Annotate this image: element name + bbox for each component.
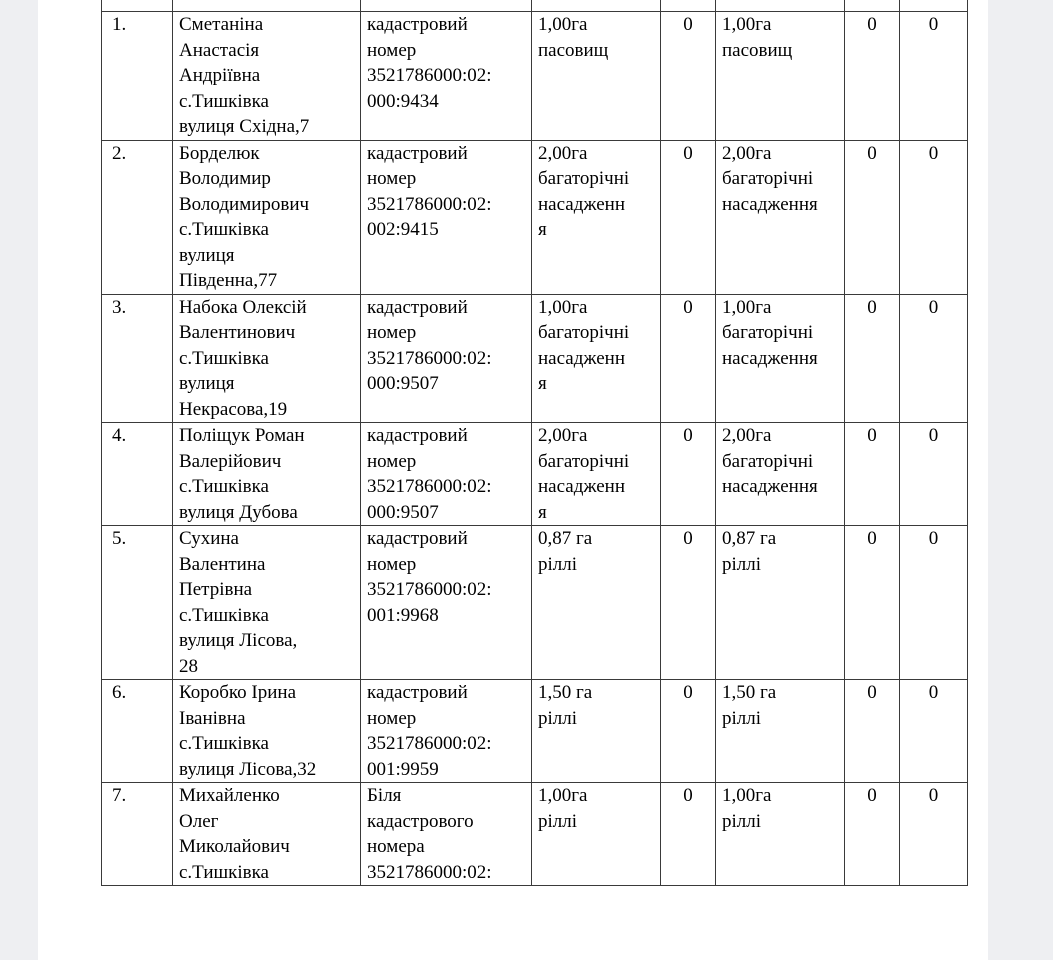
value-cell-7: 0 bbox=[845, 783, 900, 886]
area-after-cell-line: багаторічні bbox=[722, 322, 814, 343]
value-cell-7: 0 bbox=[845, 680, 900, 783]
owner-cell-line: с.Тишківка bbox=[179, 219, 269, 240]
cadastral-cell-line: кадастровий bbox=[367, 296, 468, 318]
owner-cell-line: Некрасова,19 bbox=[179, 398, 288, 420]
area-after-cell-line: насадження bbox=[722, 193, 818, 215]
cadastral-cell-line: 001:9968 bbox=[367, 604, 439, 626]
value-cell-5: 0 bbox=[661, 783, 716, 886]
cadastral-cell-line: 3521786000:02: bbox=[367, 733, 492, 754]
value-cell-8: 0 bbox=[900, 423, 968, 526]
cadastral-cell-line: номер bbox=[367, 322, 417, 343]
table-row bbox=[102, 294, 968, 423]
owner-cell bbox=[173, 423, 361, 526]
owner-cell-line: с.Тишківка bbox=[179, 90, 269, 112]
cadastral-cell bbox=[361, 680, 532, 783]
area-after-cell-line: ріллі bbox=[722, 553, 762, 575]
area-after-cell bbox=[716, 140, 845, 294]
area-before-cell bbox=[532, 423, 661, 526]
owner-cell bbox=[173, 294, 361, 423]
area-after-cell bbox=[716, 526, 845, 680]
area-before-cell-line: 2,00га bbox=[538, 425, 588, 446]
table-row bbox=[102, 12, 968, 141]
table-body bbox=[102, 0, 968, 886]
cadastral-cell-line: 3521786000:02: bbox=[367, 476, 492, 497]
row-number: 5. bbox=[102, 526, 173, 680]
area-after-cell-line: 1,00га bbox=[722, 14, 772, 35]
cadastral-cell-line: кадастровий bbox=[367, 142, 468, 164]
area-after-cell-line: насадження bbox=[722, 347, 818, 369]
owner-cell-line: Сметаніна bbox=[179, 14, 264, 35]
owner-cell-line: с.Тишківка bbox=[179, 861, 269, 883]
owner-cell-line: Борделюк bbox=[179, 142, 260, 164]
area-before-cell-line: я bbox=[538, 501, 547, 523]
value-cell-5: 0 bbox=[661, 140, 716, 294]
area-after-cell bbox=[716, 294, 845, 423]
cadastral-cell-line: кадастрового bbox=[367, 810, 474, 832]
owner-cell-line: с.Тишківка bbox=[179, 604, 269, 626]
area-after-cell-line: пасовищ bbox=[722, 39, 793, 61]
row-number: 2. bbox=[102, 140, 173, 294]
cadastral-cell-line: кадастровий bbox=[367, 425, 468, 446]
area-after-cell bbox=[716, 12, 845, 141]
owner-cell-line: Миколайович bbox=[179, 836, 290, 857]
cadastral-cell bbox=[361, 12, 532, 141]
value-cell-5: 0 bbox=[661, 12, 716, 141]
value-cell-5: 0 bbox=[661, 294, 716, 423]
area-after-cell bbox=[716, 423, 845, 526]
cadastral-cell-line: 000:9507 bbox=[367, 501, 439, 523]
cadastral-cell-line: 3521786000:02: bbox=[367, 65, 492, 86]
cadastral-cell-line: Біля bbox=[367, 785, 402, 806]
row-number: 4. bbox=[102, 423, 173, 526]
area-before-cell bbox=[532, 140, 661, 294]
cadastral-cell-line: кадастровий bbox=[367, 14, 468, 35]
value-cell-8: 0 bbox=[900, 526, 968, 680]
area-before-cell-line: насадженн bbox=[538, 347, 626, 369]
table-row bbox=[102, 783, 968, 886]
owner-cell bbox=[173, 140, 361, 294]
land-plots-table bbox=[101, 0, 968, 886]
owner-cell bbox=[173, 12, 361, 141]
cadastral-cell-line: 3521786000:02: bbox=[367, 193, 492, 215]
cadastral-cell bbox=[361, 294, 532, 423]
owner-cell bbox=[173, 680, 361, 783]
cadastral-cell-line: 002:9415 bbox=[367, 219, 439, 240]
area-before-cell-line: 2,00га bbox=[538, 142, 588, 164]
cadastral-cell-line: 000:9507 bbox=[367, 373, 439, 394]
cadastral-cell-line: номер bbox=[367, 450, 417, 472]
area-before-cell-line: 0,87 га bbox=[538, 528, 593, 549]
row-number: 3. bbox=[102, 294, 173, 423]
row-number: 6. bbox=[102, 680, 173, 783]
value-cell-5: 0 bbox=[661, 526, 716, 680]
value-cell-5: 0 bbox=[661, 680, 716, 783]
cadastral-cell-line: 3521786000:02: bbox=[367, 579, 492, 600]
area-before-cell-line: багаторічні bbox=[538, 168, 630, 189]
cadastral-cell bbox=[361, 783, 532, 886]
area-after-cell-line: 1,00га bbox=[722, 785, 772, 806]
area-before-cell-line: насадженн bbox=[538, 193, 626, 215]
area-before-cell-line: я bbox=[538, 219, 547, 240]
owner-cell-line: Сухина bbox=[179, 528, 239, 549]
cadastral-cell-line: номер bbox=[367, 707, 417, 729]
cadastral-cell-line: номер bbox=[367, 553, 417, 575]
cadastral-cell-line: 001:9959 bbox=[367, 758, 439, 780]
cadastral-cell-line: 3521786000:02: bbox=[367, 347, 492, 369]
area-before-cell-line: 1,00га bbox=[538, 296, 588, 318]
area-before-cell-line: 1,00га bbox=[538, 14, 588, 35]
owner-cell-line: Коробко Ірина bbox=[179, 682, 297, 703]
owner-cell-line: Набока Олексій bbox=[179, 296, 307, 318]
header-row-strip bbox=[102, 0, 968, 12]
owner-cell-line: вулиця Дубова bbox=[179, 501, 298, 523]
cadastral-cell-line: 3521786000:02: bbox=[367, 861, 492, 883]
cadastral-cell-line: номер bbox=[367, 168, 417, 189]
owner-cell bbox=[173, 526, 361, 680]
cadastral-cell bbox=[361, 526, 532, 680]
table-row bbox=[102, 423, 968, 526]
owner-cell-line: вулиця Східна,7 bbox=[179, 116, 310, 137]
area-before-cell-line: я bbox=[538, 373, 547, 394]
area-after-cell-line: насадження bbox=[722, 476, 818, 497]
value-cell-7: 0 bbox=[845, 12, 900, 141]
area-before-cell-line: насадженн bbox=[538, 476, 626, 497]
row-number: 1. bbox=[102, 12, 173, 141]
area-after-cell-line: 1,00га bbox=[722, 296, 772, 318]
area-after-cell-line: ріллі bbox=[722, 810, 762, 832]
value-cell-5: 0 bbox=[661, 423, 716, 526]
area-before-cell-line: ріллі bbox=[538, 707, 578, 729]
value-cell-8: 0 bbox=[900, 12, 968, 141]
owner-cell-line: Валентинович bbox=[179, 322, 296, 343]
area-before-cell bbox=[532, 526, 661, 680]
cadastral-cell bbox=[361, 423, 532, 526]
owner-cell-line: Валерійович bbox=[179, 450, 282, 472]
owner-cell-line: Володимирович bbox=[179, 193, 310, 215]
owner-cell-line: Михайленко bbox=[179, 785, 280, 806]
owner-cell-line: Олег bbox=[179, 810, 219, 832]
owner-cell bbox=[173, 783, 361, 886]
owner-cell-line: Валентина bbox=[179, 553, 266, 575]
area-before-cell-line: пасовищ bbox=[538, 39, 609, 61]
value-cell-8: 0 bbox=[900, 680, 968, 783]
area-before-cell-line: 1,00га bbox=[538, 785, 588, 806]
value-cell-7: 0 bbox=[845, 294, 900, 423]
value-cell-8: 0 bbox=[900, 140, 968, 294]
area-after-cell-line: багаторічні bbox=[722, 168, 814, 189]
owner-cell-line: с.Тишківка bbox=[179, 733, 269, 754]
area-after-cell-line: багаторічні bbox=[722, 450, 814, 472]
area-before-cell-line: ріллі bbox=[538, 553, 578, 575]
area-before-cell bbox=[532, 680, 661, 783]
area-after-cell-line: 2,00га bbox=[722, 142, 772, 164]
row-number: 7. bbox=[102, 783, 173, 886]
owner-cell-line: Іванівна bbox=[179, 707, 246, 729]
owner-cell-line: вулиця Лісова, bbox=[179, 630, 298, 651]
owner-cell-line: с.Тишківка bbox=[179, 476, 269, 497]
table-row bbox=[102, 526, 968, 680]
cadastral-cell-line: 000:9434 bbox=[367, 90, 439, 112]
owner-cell-line: Південна,77 bbox=[179, 270, 278, 291]
area-before-cell bbox=[532, 12, 661, 141]
owner-cell-line: вулиця bbox=[179, 373, 235, 394]
owner-cell-line: с.Тишківка bbox=[179, 347, 269, 369]
area-before-cell bbox=[532, 294, 661, 423]
owner-cell-line: Андріївна bbox=[179, 65, 261, 86]
owner-cell-line: Анастасія bbox=[179, 39, 260, 61]
value-cell-7: 0 bbox=[845, 140, 900, 294]
value-cell-7: 0 bbox=[845, 423, 900, 526]
table-row bbox=[102, 680, 968, 783]
cadastral-cell-line: номер bbox=[367, 39, 417, 61]
area-before-cell-line: ріллі bbox=[538, 810, 578, 832]
area-before-cell-line: багаторічні bbox=[538, 322, 630, 343]
cadastral-cell-line: номера bbox=[367, 836, 425, 857]
area-after-cell bbox=[716, 783, 845, 886]
owner-cell-line: Володимир bbox=[179, 168, 271, 189]
area-after-cell bbox=[716, 680, 845, 783]
area-before-cell-line: багаторічні bbox=[538, 450, 630, 472]
area-after-cell-line: 1,50 га bbox=[722, 682, 777, 703]
area-after-cell-line: 0,87 га bbox=[722, 528, 777, 549]
owner-cell-line: Петрівна bbox=[179, 579, 253, 600]
area-after-cell-line: 2,00га bbox=[722, 425, 772, 446]
area-after-cell-line: ріллі bbox=[722, 707, 762, 729]
area-before-cell bbox=[532, 783, 661, 886]
value-cell-7: 0 bbox=[845, 526, 900, 680]
owner-cell-line: вулиця Лісова,32 bbox=[179, 758, 317, 780]
value-cell-8: 0 bbox=[900, 294, 968, 423]
area-before-cell-line: 1,50 га bbox=[538, 682, 593, 703]
cadastral-cell-line: кадастровий bbox=[367, 682, 468, 703]
owner-cell-line: вулиця bbox=[179, 244, 235, 266]
cadastral-cell-line: кадастровий bbox=[367, 528, 468, 549]
table-row bbox=[102, 140, 968, 294]
cadastral-cell bbox=[361, 140, 532, 294]
value-cell-8: 0 bbox=[900, 783, 968, 886]
owner-cell-line: Поліщук Роман bbox=[179, 425, 305, 446]
owner-cell-line: 28 bbox=[179, 655, 198, 677]
